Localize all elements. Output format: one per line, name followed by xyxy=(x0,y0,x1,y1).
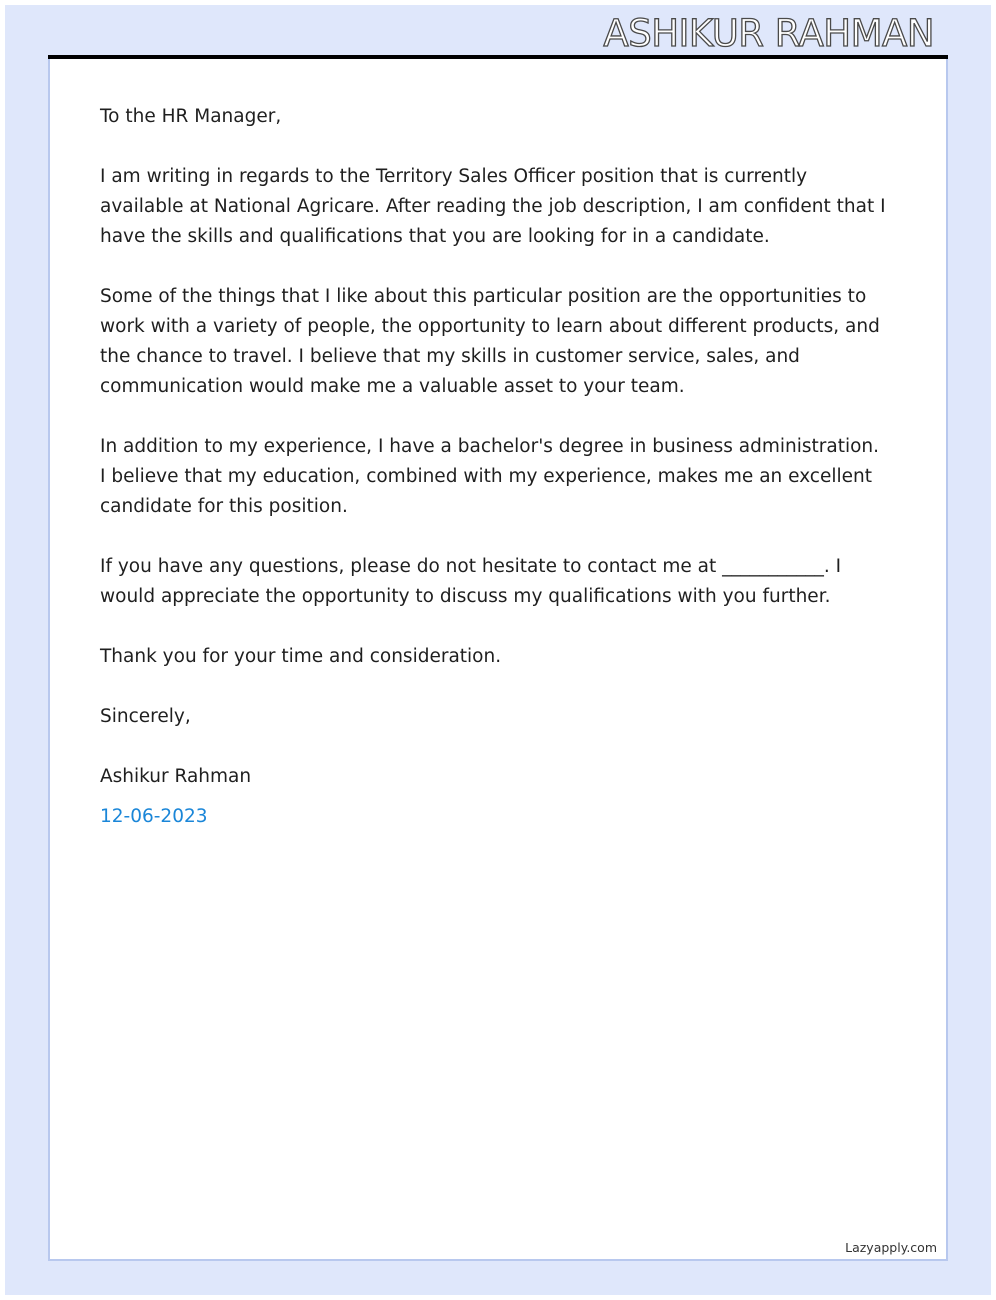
watermark-text: Lazyapply.com xyxy=(845,1240,937,1255)
signature-name: Ashikur Rahman xyxy=(100,766,252,787)
paragraph-thanks: Thank you for your time and consideration. xyxy=(100,646,502,667)
page-background xyxy=(5,5,991,1295)
applicant-name-header: ASHIKUR RAHMAN xyxy=(603,12,934,55)
paragraph-intro: I am writing in regards to the Territory Sales Officer position that is currently available at National Agricare. After reading the job description, I am confident that I have the skills and qualifications that you are looking for in a candidate. xyxy=(100,166,886,247)
letter-page xyxy=(48,59,948,1261)
paragraph-education: In addition to my experience, I have a bachelor's degree in business administration. I believe that my education, combined with my experience, makes me an excellent candidate for this position. xyxy=(100,436,880,517)
paragraph-position-interest: Some of the things that I like about this particular position are the opportunities to work with a variety of people, the opportunity to learn about different products, and the chance to travel. I believe that my skills in customer service, sales, and communication would make me a valuable asset to your team. xyxy=(100,286,880,397)
letter-body xyxy=(100,102,890,862)
closing: Sincerely, xyxy=(100,706,191,727)
salutation: To the HR Manager, xyxy=(100,106,282,127)
letter-date: 12-06-2023 xyxy=(100,806,208,827)
paragraph-contact: If you have any questions, please do not hesitate to contact me at ___________. I would appreciate the opportunity to discuss my qualifications with you further. xyxy=(100,556,842,607)
